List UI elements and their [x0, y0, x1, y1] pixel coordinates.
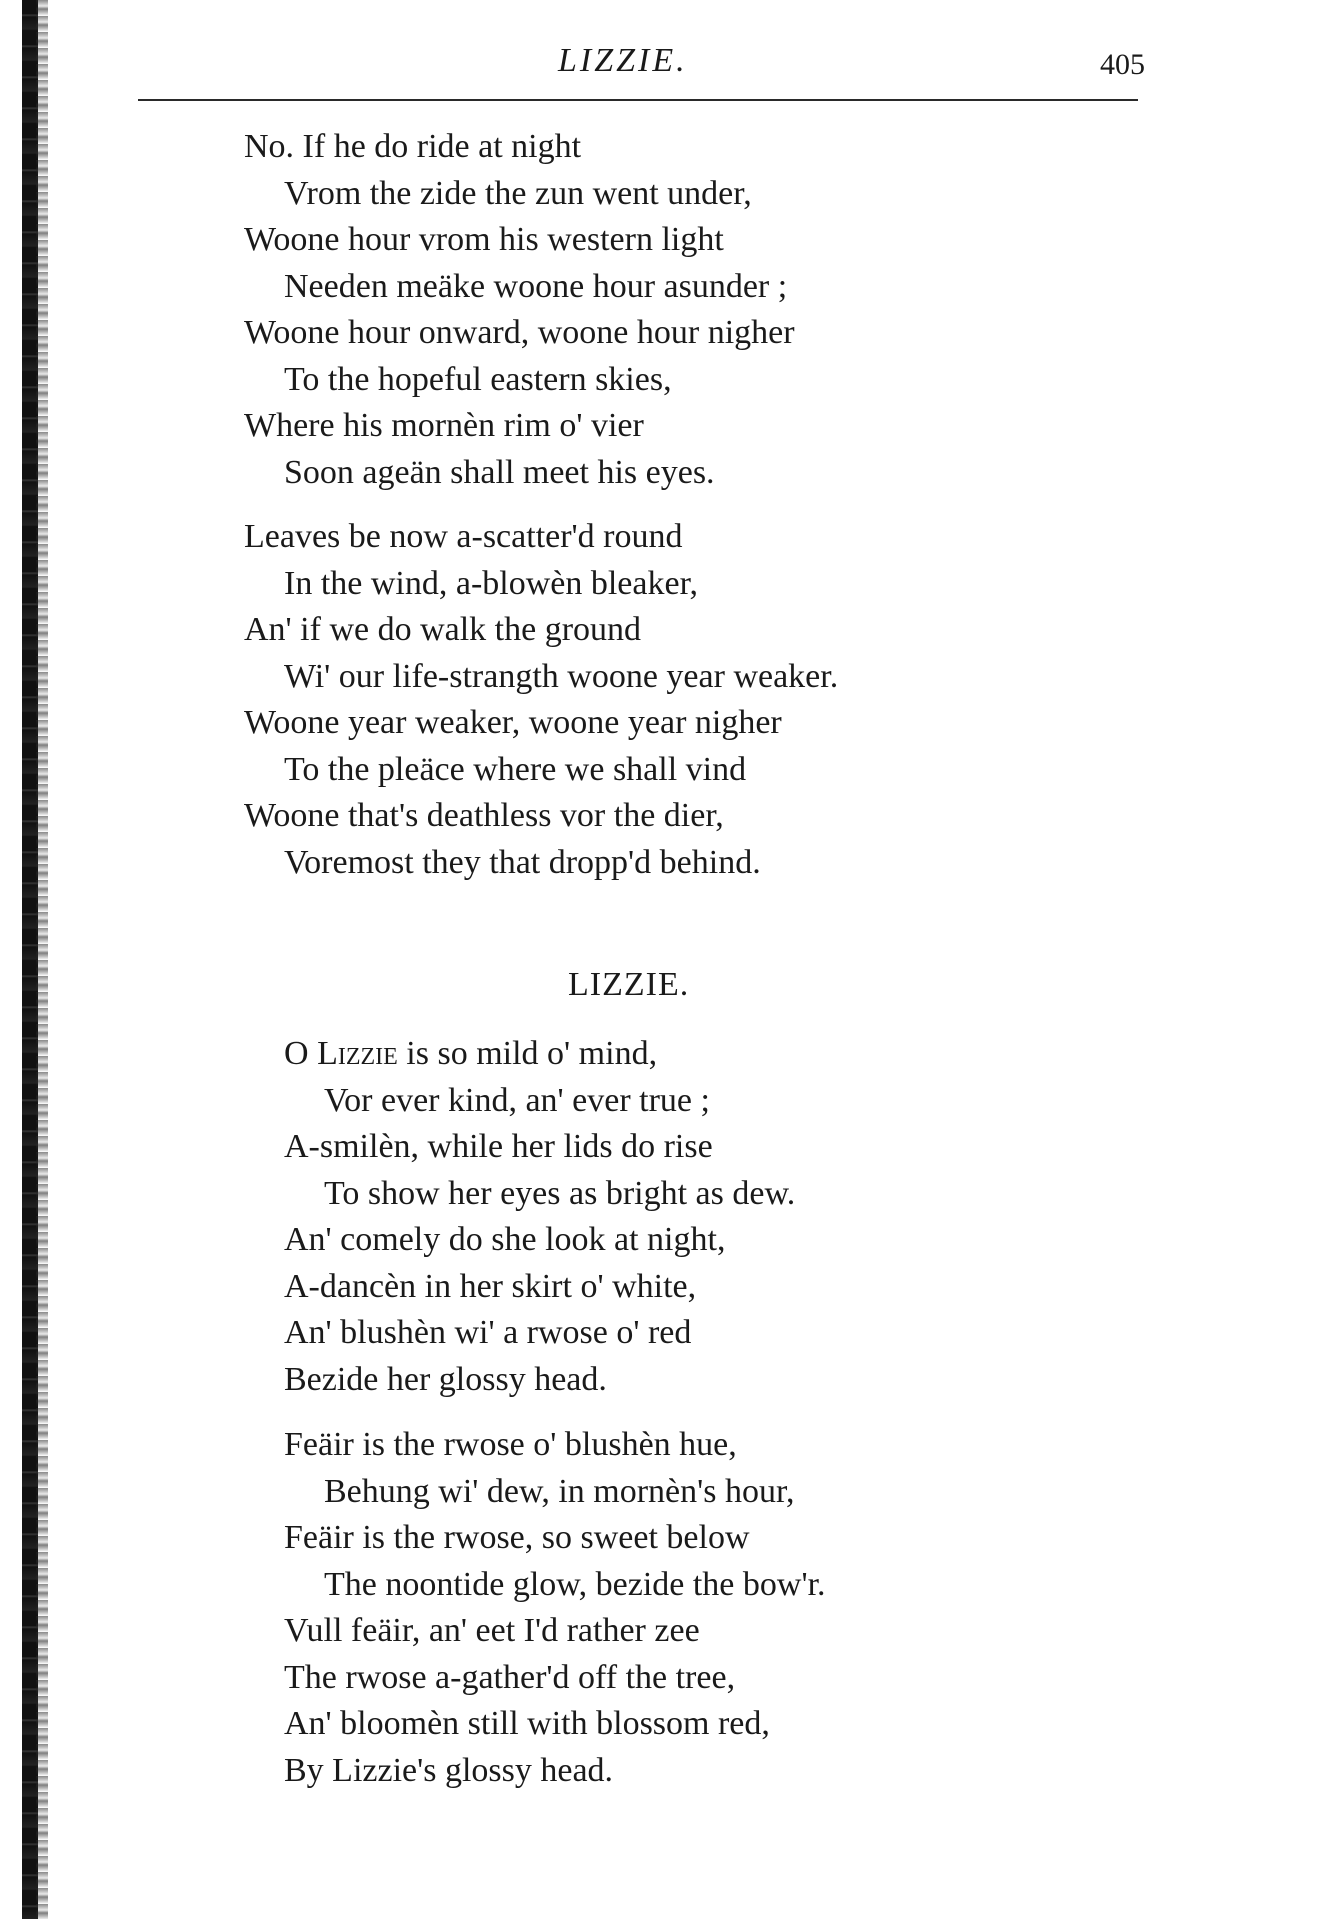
verse-line: The rwose a-gather'd off the tree, [284, 1658, 736, 1696]
verse-line: Vull feäir, an' eet I'd rather zee [284, 1612, 700, 1649]
verse-line: By Lizzie's glossy head. [284, 1751, 614, 1789]
stanza [244, 124, 795, 496]
page-number: 405 [1100, 48, 1145, 81]
verse-line: Woone hour vrom his western light [244, 221, 724, 258]
poem-title: LIZZIE. [568, 966, 690, 1003]
verse-line: Voremost they that dropp'd behind. [284, 843, 761, 881]
verse-line: Soon ageän shall meet his eyes. [284, 453, 715, 491]
stanza [284, 1422, 826, 1794]
spine-fray [36, 0, 48, 1919]
verse-line: Woone year weaker, woone year nigher [244, 704, 782, 741]
name-small-caps: Lizzie [317, 1035, 398, 1072]
verse-line: Vor ever kind, an' ever true ; [324, 1081, 710, 1119]
stanza [244, 514, 838, 886]
gutter [0, 0, 18, 1919]
verse-line: Woone hour onward, woone hour nigher [244, 314, 795, 351]
verse-line: Needen meäke woone hour asunder ; [284, 267, 788, 305]
verse-line: Behung wi' dew, in mornèn's hour, [324, 1472, 795, 1510]
verse-line: Wi' our life-strangth woone year weaker. [284, 657, 839, 695]
stanza [284, 1031, 795, 1403]
verse-line: An' blushèn wi' a rwose o' red [284, 1314, 692, 1351]
verse-line: Leaves be now a-scatter'd round [244, 518, 683, 555]
running-head [140, 40, 1145, 100]
verse-line: An' comely do she look at night, [284, 1221, 726, 1258]
verse-line: A-dancèn in her skirt o' white, [284, 1267, 697, 1305]
verse-line: The noontide glow, bezide the bow'r. [324, 1565, 826, 1603]
first-line-rest: is so mild o' mind, [406, 1035, 658, 1072]
verse-line: An' if we do walk the ground [244, 611, 642, 648]
verse-line: An' bloomèn still with blossom red, [284, 1705, 770, 1742]
first-word: O [284, 1035, 309, 1072]
verse-line: To the pleäce where we shall vind [284, 750, 747, 788]
verse-line: In the wind, a-blowèn bleaker, [284, 564, 699, 602]
verse-line: Vrom the zide the zun went under, [284, 174, 752, 212]
verse-line: Bezide her glossy head. [284, 1360, 607, 1398]
verse-line: No. If he do ride at night [244, 128, 582, 165]
header-rule [138, 99, 1138, 101]
verse-line: Woone that's deathless vor the dier, [244, 797, 724, 834]
verse-line: A-smilèn, while her lids do rise [284, 1128, 713, 1165]
verse-line: Feäir is the rwose o' blushèn hue, [284, 1426, 737, 1463]
verse-line: Feäir is the rwose, so sweet below [284, 1519, 750, 1556]
verse-line: To show her eyes as bright as dew. [324, 1174, 796, 1212]
running-title: LIZZIE. [558, 42, 688, 79]
verse-line: Where his mornèn rim o' vier [244, 407, 644, 444]
verse-line: To the hopeful eastern skies, [284, 360, 672, 398]
verse-line-first [284, 1031, 795, 1078]
book-binding-edge [0, 0, 60, 1919]
